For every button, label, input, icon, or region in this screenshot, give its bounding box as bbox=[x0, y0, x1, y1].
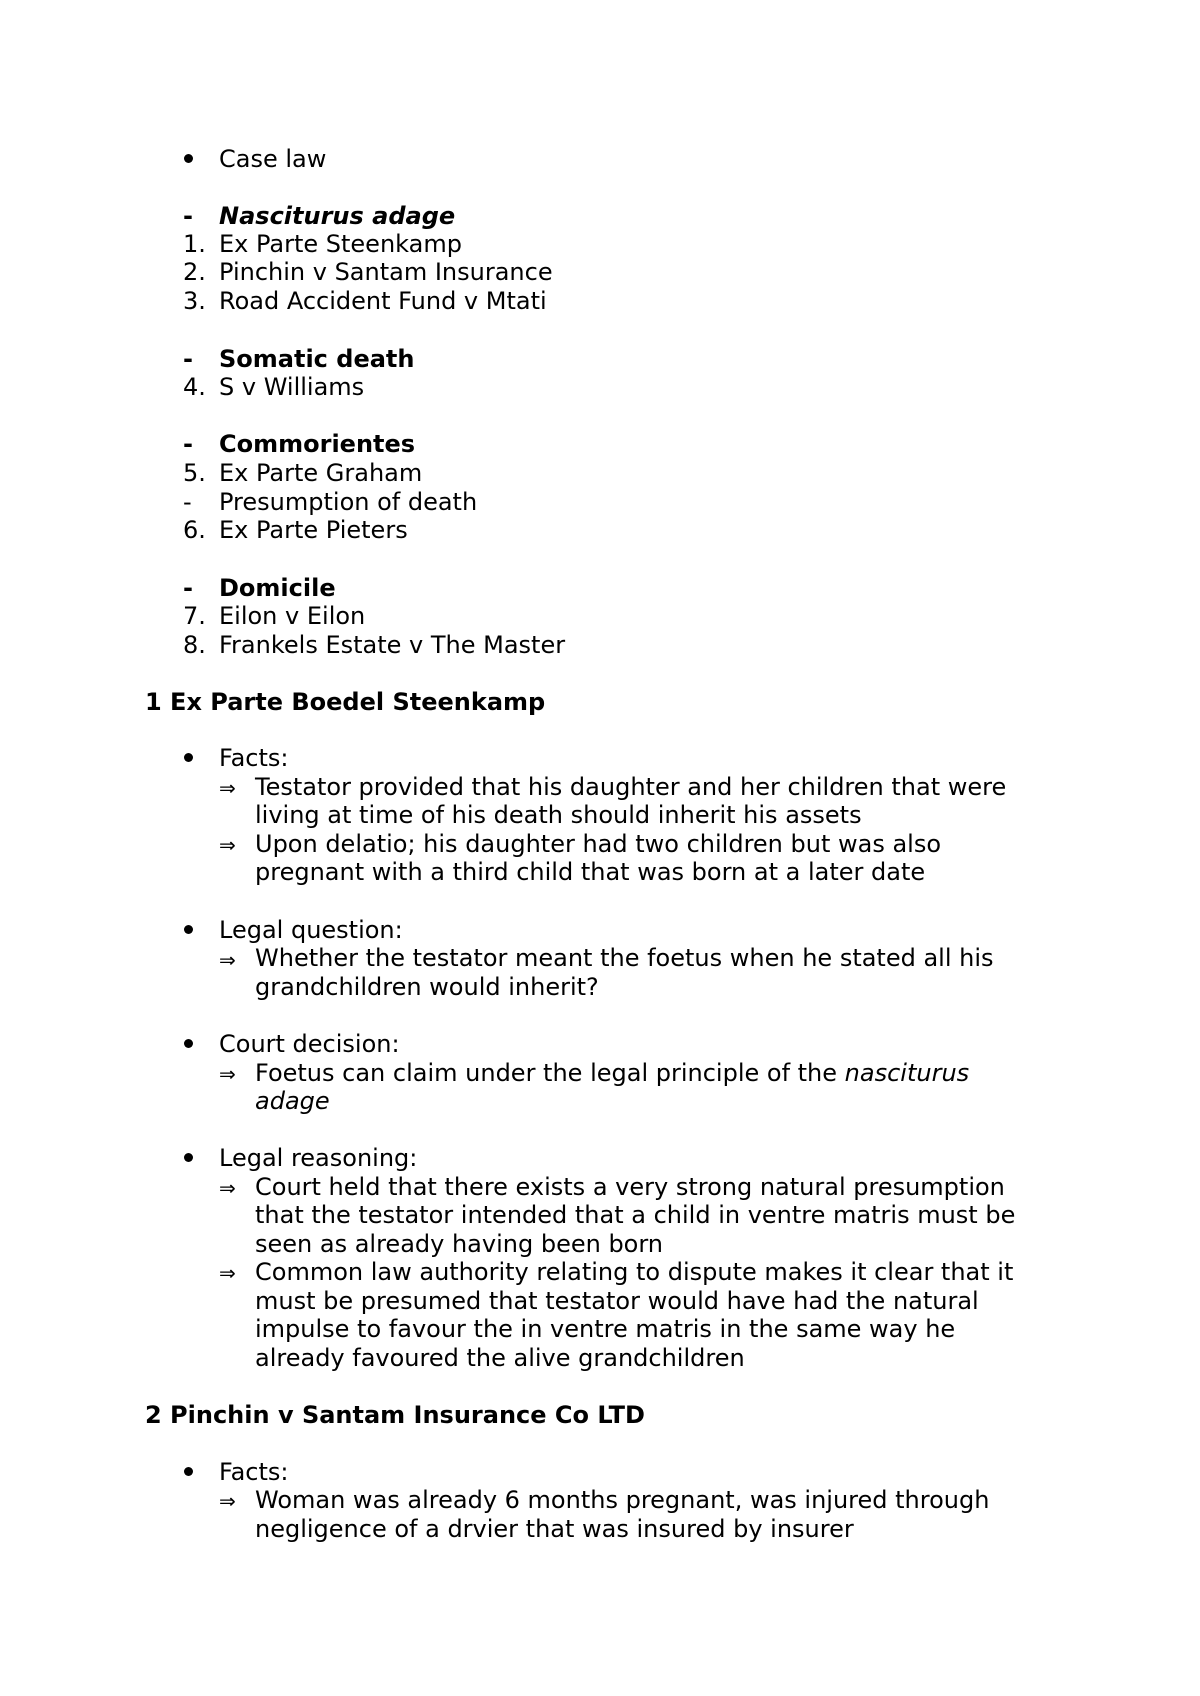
point-line: pregnant with a third child that was born at a later date bbox=[255, 858, 926, 886]
toc-case-item: Eilon v Eilon bbox=[219, 602, 366, 630]
legal-reasoning-label: Legal reasoning: bbox=[219, 1144, 418, 1172]
list-number: 4. bbox=[183, 373, 206, 401]
point-line: Common law authority relating to dispute makes it clear that it bbox=[255, 1258, 1014, 1286]
toc-case-item: Road Accident Fund v Mtati bbox=[219, 287, 547, 315]
arrow-icon: ⇒ bbox=[219, 1062, 236, 1086]
toc-case-item: Frankels Estate v The Master bbox=[219, 631, 566, 659]
decision-term: adage bbox=[255, 1087, 330, 1115]
dash-marker: - bbox=[183, 574, 193, 602]
list-number: 8. bbox=[183, 631, 206, 659]
dash-marker: - bbox=[183, 430, 193, 458]
list-number: 2. bbox=[183, 258, 206, 286]
toc-section-title: Commorientes bbox=[219, 430, 416, 458]
bullet-icon bbox=[184, 1153, 193, 1162]
toc-sub-item: Presumption of death bbox=[219, 488, 478, 516]
toc-section-title: Nasciturus adage bbox=[219, 202, 456, 230]
list-number: 1. bbox=[183, 230, 206, 258]
point-line: must be presumed that testator would have had the natural bbox=[255, 1287, 979, 1315]
list-number: 7. bbox=[183, 602, 206, 630]
point-line: Court held that there exists a very strong natural presumption bbox=[255, 1173, 1005, 1201]
legal-question-label: Legal question: bbox=[219, 916, 403, 944]
point-line: living at time of his death should inherit his assets bbox=[255, 801, 862, 829]
bullet-icon bbox=[184, 1467, 193, 1476]
dash-marker: - bbox=[183, 345, 193, 373]
point-line bbox=[255, 1059, 969, 1088]
point-line: grandchildren would inherit? bbox=[255, 973, 599, 1001]
arrow-icon: ⇒ bbox=[219, 776, 236, 800]
bullet-icon bbox=[184, 154, 193, 163]
point-line: Upon delatio; his daughter had two children but was also bbox=[255, 830, 942, 858]
point-line: seen as already having been born bbox=[255, 1230, 664, 1258]
arrow-icon: ⇒ bbox=[219, 1261, 236, 1285]
point-line: negligence of a drvier that was insured by insurer bbox=[255, 1515, 854, 1543]
list-number: 6. bbox=[183, 516, 206, 544]
court-decision-label: Court decision: bbox=[219, 1030, 400, 1058]
list-number: 3. bbox=[183, 287, 206, 315]
case-heading: 2 Pinchin v Santam Insurance Co LTD bbox=[145, 1401, 645, 1429]
bullet-icon bbox=[184, 925, 193, 934]
arrow-icon: ⇒ bbox=[219, 948, 236, 972]
point-line: already favoured the alive grandchildren bbox=[255, 1344, 745, 1372]
dash-marker: - bbox=[183, 488, 192, 516]
decision-term: nasciturus bbox=[844, 1059, 970, 1087]
decision-text: Foetus can claim under the legal principle of the bbox=[255, 1059, 845, 1087]
point-line: Testator provided that his daughter and her children that were bbox=[255, 773, 1007, 801]
list-number: 5. bbox=[183, 459, 206, 487]
point-line: Whether the testator meant the foetus when he stated all his bbox=[255, 944, 994, 972]
bullet-icon bbox=[184, 753, 193, 762]
dash-marker: - bbox=[183, 202, 193, 230]
toc-case-item: S v Williams bbox=[219, 373, 365, 401]
toc-section-title: Somatic death bbox=[219, 345, 415, 373]
arrow-icon: ⇒ bbox=[219, 1489, 236, 1513]
point-line: impulse to favour the in ventre matris in the same way he bbox=[255, 1315, 956, 1343]
case-law-heading: Case law bbox=[219, 145, 327, 173]
toc-section-title: Domicile bbox=[219, 574, 336, 602]
toc-case-item: Ex Parte Graham bbox=[219, 459, 423, 487]
arrow-icon: ⇒ bbox=[219, 1176, 236, 1200]
point-line: Woman was already 6 months pregnant, was injured through bbox=[255, 1486, 990, 1514]
facts-label: Facts: bbox=[219, 744, 289, 772]
case-heading: 1 Ex Parte Boedel Steenkamp bbox=[145, 688, 546, 716]
bullet-icon bbox=[184, 1039, 193, 1048]
toc-case-item: Ex Parte Pieters bbox=[219, 516, 408, 544]
toc-case-item: Pinchin v Santam Insurance bbox=[219, 258, 553, 286]
facts-label: Facts: bbox=[219, 1458, 289, 1486]
point-line: that the testator intended that a child in ventre matris must be bbox=[255, 1201, 1016, 1229]
arrow-icon: ⇒ bbox=[219, 833, 236, 857]
toc-case-item: Ex Parte Steenkamp bbox=[219, 230, 462, 258]
